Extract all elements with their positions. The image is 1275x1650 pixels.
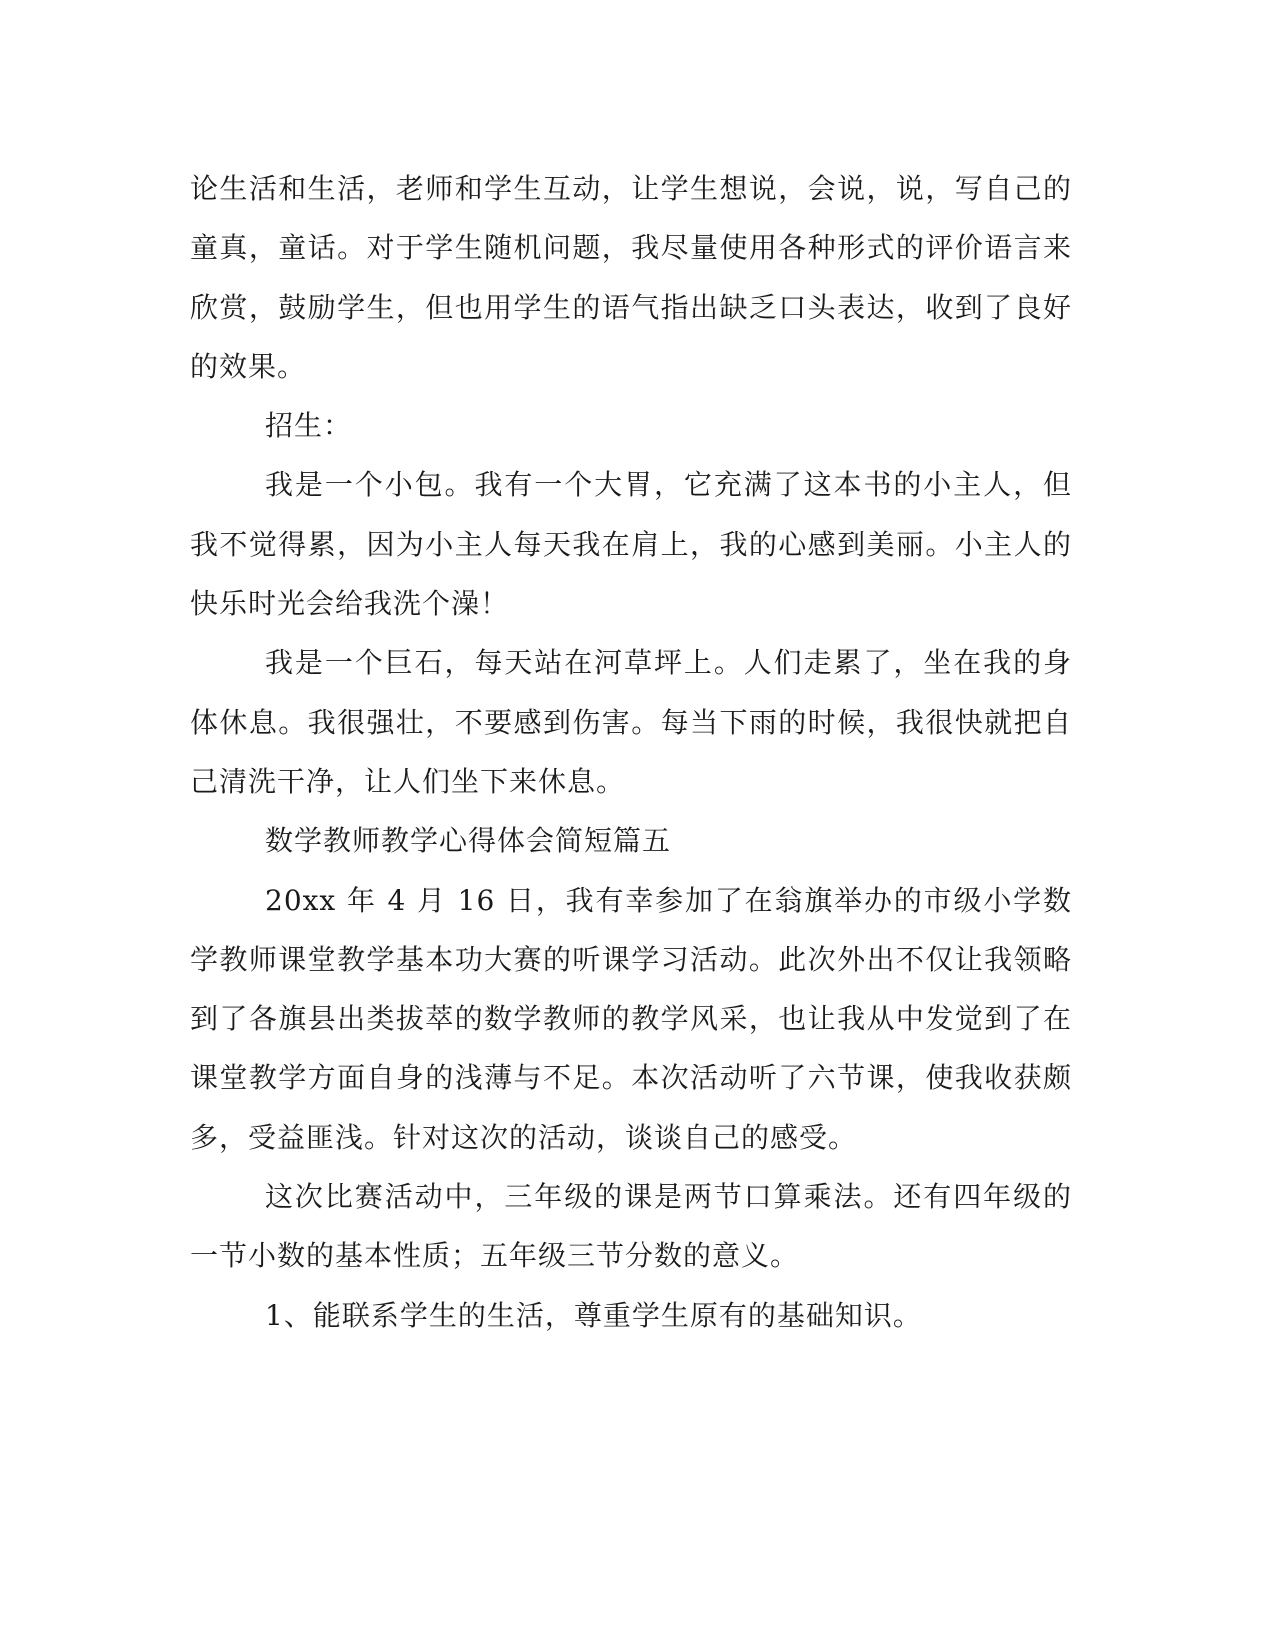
list-item: 1、能联系学生的生活，尊重学生原有的基础知识。 bbox=[265, 1298, 922, 1332]
paragraph: 论生活和生活，老师和学生互动，让学生想说，会说，说，写自己的童真，童话。对于学生随机问题，我尽量使用各种形式的评价语言来欣赏，鼓励学生，但也用学生的语气指出缺乏口头表达，收到了良好的效果。 bbox=[190, 172, 1072, 383]
paragraph: 20xx 年 4 月 16 日，我有幸参加了在翁旗举办的市级小学数学教师课堂教学基本功大赛的听课学习活动。此次外出不仅让我领略到了各旗县出类拔萃的数学教师的教学风采，也让我从中发觉到了在课堂教学方面自身的浅薄与不足。本次活动听了六节课，使我收获颇多，受益匪浅。针对这次的活动，谈谈自己的感受。 bbox=[190, 883, 1072, 1154]
paragraph: 这次比赛活动中，三年级的课是两节口算乘法。还有四年级的一节小数的基本性质；五年级三节分数的意义。 bbox=[190, 1180, 1072, 1273]
document-body bbox=[190, 159, 1072, 1345]
section-heading: 数学教师教学心得体会简短篇五 bbox=[265, 824, 672, 858]
section-label: 招生： bbox=[265, 409, 353, 443]
paragraph: 我是一个巨石，每天站在河草坪上。人们走累了，坐在我的身体休息。我很强壮，不要感到伤害。每当下雨的时候，我很快就把自己清洗干净，让人们坐下来休息。 bbox=[190, 646, 1072, 798]
paragraph: 我是一个小包。我有一个大胃，它充满了这本书的小主人，但我不觉得累，因为小主人每天我在肩上，我的心感到美丽。小主人的快乐时光会给我洗个澡！ bbox=[190, 468, 1072, 621]
